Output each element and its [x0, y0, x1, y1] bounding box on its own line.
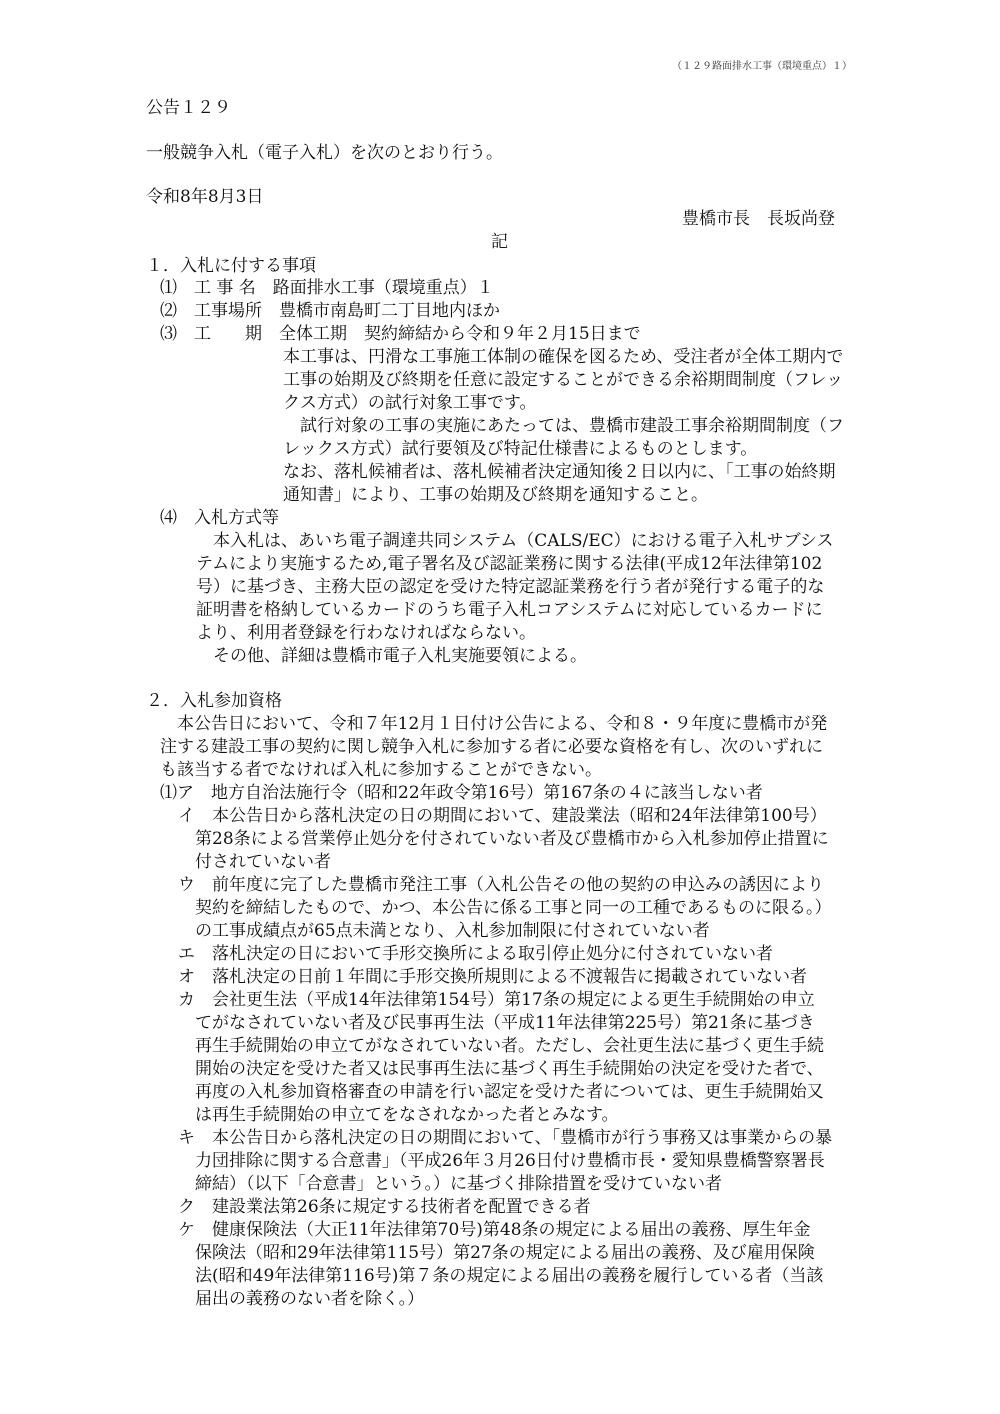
item4-body-line: 号）に基づき、主務大臣の認定を受けた特定認証業務を行う者が発行する電子的な: [196, 577, 825, 597]
qualification-ka-line: 再生手続開始の申立てがなされていない者。ただし、会社更生法に基づく更生手続: [178, 1036, 824, 1056]
qualification-i-line: イ 本公告日から落札決定の日の期間において、建設業法（昭和24年法律第100号）: [178, 806, 827, 826]
item4-body-line: 証明書を格納しているカードのうち電子入札コアシステムに対応しているカードに: [196, 600, 823, 620]
qualification-ka-line: 再度の入札参加資格審査の申請を行い認定を受けた者については、更生手続開始又: [178, 1082, 824, 1102]
intro-text: 一般競争入札（電子入札）を次のとおり行う。: [146, 143, 503, 163]
notice-date: 令和8年8月3日: [146, 187, 264, 207]
section2-intro-line: 注する建設工事の契約に関し競争入札に参加する者に必要な資格を有し、次のいずれに: [160, 737, 823, 757]
ki-heading: 記: [491, 232, 508, 252]
qualification-ke-line: 届出の義務のない者を除く。）: [178, 1289, 425, 1309]
item3-note-line: 本工事は、円滑な工事施工体制の確保を図るため、受注者が全体工期内で: [283, 347, 844, 367]
qualification-ki-line: キ 本公告日から落札決定の日の期間において、「豊橋市が行う事務又は事業からの暴: [178, 1128, 833, 1148]
section1-item4-heading: ⑷ 入札方式等: [160, 508, 279, 528]
item3-note-line: 通知書」により、工事の始期及び終期を通知すること。: [283, 485, 708, 505]
signatory: 豊橋市長 長坂尚登: [682, 209, 835, 229]
qualification-i-line: 第28条による営業停止処分を付されていない者及び豊橋市から入札参加停止措置に: [178, 829, 829, 849]
item3-note-line: なお、落札候補者は、落札候補者決定通知後２日以内に、「工事の始終期: [283, 462, 836, 482]
section2-intro-line: も該当する者でなければ入札に参加することができない。: [160, 760, 602, 780]
qualification-a: ⑴ア 地方自治法施行令（昭和22年政令第16号）第167条の４に該当しない者: [160, 783, 763, 803]
qualification-ka-line: は再生手続開始の申立てをなされなかった者とみなす。: [178, 1105, 619, 1125]
section2-heading: ２．入札参加資格: [146, 691, 282, 711]
item3-note-line: 試行対象の工事の実施にあたっては、豊橋市建設工事余裕期間制度（フ: [283, 416, 844, 436]
item4-body-line: 本入札は、あいち電子調達共同システム（CALS/EC）における電子入札サブシス: [196, 531, 834, 551]
item4-body-line: より、利用者登録を行わなければならない。: [196, 623, 536, 643]
qualification-ki-line: 力団排除に関する合意書」（平成26年３月26日付け豊橋市長・愛知県豊橋警察署長: [178, 1151, 825, 1171]
qualification-ka-line: てがなされていない者及び民事再生法（平成11年法律第225号）第21条に基づき: [178, 1013, 815, 1033]
item3-note-line: 工事の始期及び終期を任意に設定することができる余裕期間制度（フレッ: [283, 370, 844, 390]
qualification-u-line: 契約を締結したもので、かつ、本公告に係る工事と同一の工種であるものに限る。）: [178, 898, 832, 918]
section1-item2: ⑵ 工事場所 豊橋市南島町二丁目地内ほか: [160, 301, 500, 321]
qualification-ku: ク 建設業法第26条に規定する技術者を配置できる者: [178, 1197, 591, 1217]
item4-body-line: テムにより実施するため,電子署名及び認証業務に関する法律(平成12年法律第102: [196, 554, 823, 574]
qualification-e: エ 落札決定の日において手形交換所による取引停止処分に付されていない者: [178, 944, 773, 964]
qualification-ki-line: 締結）（以下「合意書」という。）に基づく排除措置を受けていない者: [178, 1174, 722, 1194]
qualification-u-line: ウ 前年度に完了した豊橋市発注工事（入札公告その他の契約の申込みの誘因により: [178, 875, 824, 895]
qualification-ke-line: ケ 健康保険法（大正11年法律第70号)第48条の規定による届出の義務、厚生年金: [178, 1220, 811, 1240]
qualification-ka-line: 開始の決定を受けた者又は民事再生法に基づく再生手続開始の決定を受けた者で、: [178, 1059, 824, 1079]
qualification-o: オ 落札決定の日前１年間に手形交換所規則による不渡報告に掲載されていない者: [178, 967, 807, 987]
header-reference: （１２９路面排水工事（環境重点）１）: [672, 61, 852, 72]
qualification-u-line: の工事成績点が65点未満となり、入札参加制限に付されていない者: [178, 921, 710, 941]
section1-item3: ⑶ 工 期 全体工期 契約締結から令和９年２月15日まで: [160, 324, 641, 344]
qualification-ka-line: カ 会社更生法（平成14年法律第154号）第17条の規定による更生手続開始の申立: [178, 990, 815, 1010]
qualification-ke-line: 保険法（昭和29年法律第115号）第27条の規定による届出の義務、及び雇用保険: [178, 1243, 815, 1263]
item3-note-line: クス方式）の試行対象工事です。: [283, 393, 537, 413]
item4-body-line: その他、詳細は豊橋市電子入札実施要領による。: [196, 646, 587, 666]
item3-note-line: レックス方式）試行要領及び特記仕様書によるものとします。: [283, 439, 758, 459]
section2-intro-line: 本公告日において、令和７年12月１日付け公告による、令和８・９年度に豊橋市が発: [160, 714, 828, 734]
notice-number: 公告１２９: [146, 98, 231, 118]
qualification-i-line: 付されていない者: [178, 852, 331, 872]
section1-heading: １．入札に付する事項: [146, 256, 316, 276]
section1-item1: ⑴ 工 事 名 路面排水工事（環境重点）１: [160, 278, 494, 298]
qualification-ke-line: 法(昭和49年法律第116号)第７条の規定による届出の義務を履行している者（当該: [178, 1266, 824, 1286]
